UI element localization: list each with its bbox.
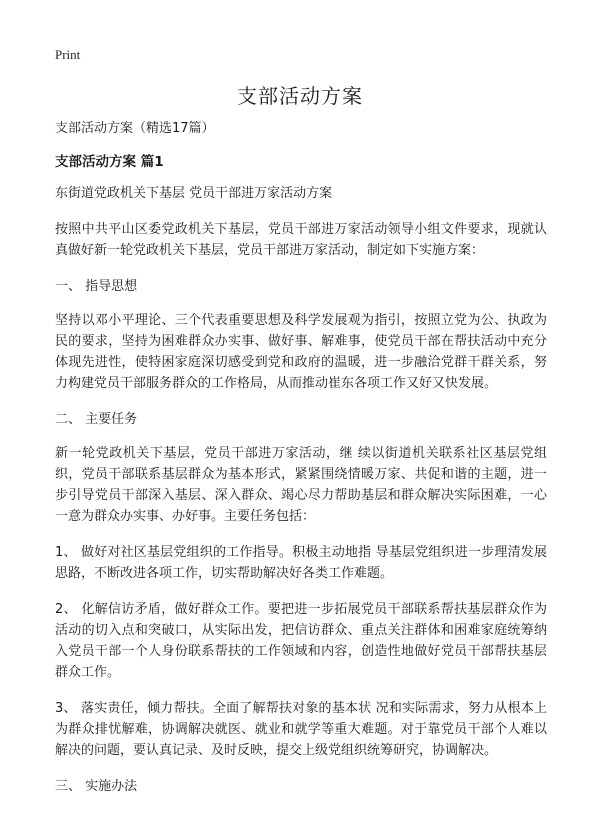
document-subtitle: 支部活动方案（精选17篇） (55, 121, 215, 136)
part-heading: 支部活动方案 篇1 (55, 154, 164, 170)
org-line: 东街道党政机关下基层 党员干部进万家活动方案 (55, 186, 333, 201)
section-heading-main-tasks: 二、 主要任务 (55, 412, 138, 427)
task-item: 1、 做好对社区基层党组织的工作指导。积极主动地指 导基层党组织进一步理清发展思路，不断改进各项工作，切实帮助解决好各类工作难题。 (55, 545, 547, 581)
print-link[interactable]: Print (55, 47, 81, 62)
guiding-thought-paragraph: 坚持以邓小平理论、三个代表重要思想及科学发展观为指引，按照立党为公、执政为民的要求，坚持为困难群众办实事、做好事、解难事，使党员干部在帮扶活动中充分体现先进性，使特困家庭深切感受到党和政府的温暖，进一步融洽党群干群关系，努力构建党员干部服务群众的工作格局，从而推动崔东各项工作又好又快发展。 (55, 313, 547, 391)
task-item: 2、 化解信访矛盾，做好群众工作。要把进一步拓展党员干部联系帮扶基层群众作为活动的切入点和突破口，从实际出发，把信访群众、重点关注群体和困难家庭统筹纳入党员干部一个人身份联系帮扶的工作领域和内容，创造性地做好党员干部帮扶基层群众工作。 (55, 602, 547, 680)
document-body (55, 118, 547, 810)
section-heading-guiding-thought: 一、 指导思想 (55, 279, 138, 294)
page-title: 支部活动方案 (237, 84, 363, 108)
section-heading-implementation: 三、 实施办法 (55, 779, 138, 794)
main-tasks-paragraph: 新一轮党政机关下基层，党员干部进万家活动，继 续以街道机关联系社区基层党组织，党员干部联系基层群众为基本形式，紧紧围绕情暖万家、共促和谐的主题，进一步引导党员干部深入基层、深入群众、竭心尽力帮助基层和群众解决实际困难，一心一意为群众办实事、办好事。主要任务包括： (55, 446, 547, 524)
intro-paragraph: 按照中共平山区委党政机关下基层，党员干部进万家活动领导小组文件要求，现就认真做好新一轮党政机关下基层，党员干部进万家活动，制定如下实施方案： (55, 222, 547, 258)
task-item: 3、 落实责任，倾力帮扶。全面了解帮扶对象的基本状 况和实际需求，努力从根本上为群众排忧解难，协调解决就医、就业和就学等重大难题。对于靠党员干部个人难以解决的问题，要认真记录、及时反映，提交上级党组织统筹研究，协调解决。 (55, 701, 547, 758)
